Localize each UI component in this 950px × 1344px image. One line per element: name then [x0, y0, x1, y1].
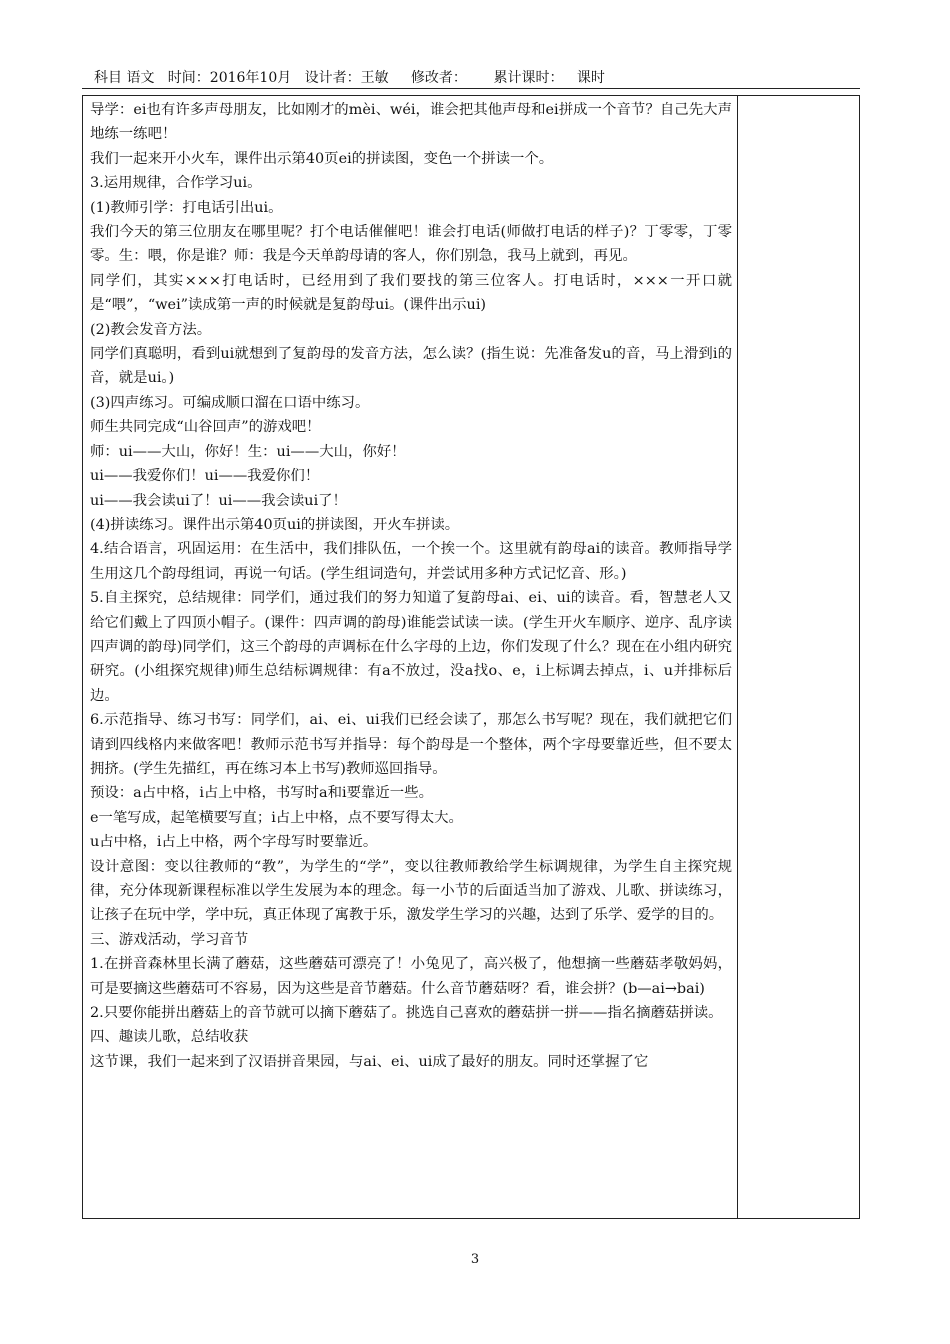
paragraph: 4.结合语言，巩固运用：在生活中，我们排队伍，一个挨一个。这里就有韵母ai的读音。教师指导学生用这几个韵母组词，再说一句话。(学生组词造句，并尝试用多种方式记忆音、形。) [90, 541, 732, 582]
paragraph: ui——我会读ui了！ui——我会读ui了！ [90, 492, 347, 509]
lesson-content-cell [90, 98, 732, 1216]
paragraph: e一笔写成，起笔横要写直；i占上中格，点不要写得太大。 [90, 809, 463, 826]
header-rule [82, 88, 860, 89]
paragraph: (3)四声练习。可编成顺口溜在口语中练习。 [90, 394, 370, 411]
paragraph: 同学们真聪明，看到ui就想到了复韵母的发音方法，怎么读？(指生说：先准备发u的音，马上滑到i的音，就是ui。) [90, 346, 732, 387]
paragraph: 6.示范指导、练习书写：同学们，ai、ei、ui我们已经会读了，那怎么书写呢？现在，我们就把它们请到四线格内来做客吧！教师示范书写并指导：每个韵母是一个整体，两个字母要靠近些，但不要太拥挤。(学生先描红，再在练习本上书写)教师巡回指导。 [90, 712, 732, 777]
paragraph: (1)教师引学：打电话引出ui。 [90, 199, 283, 216]
page-number: 3 [470, 1252, 480, 1267]
paragraph: 2.只要你能拼出蘑菇上的音节就可以摘下蘑菇了。挑选自己喜欢的蘑菇拼一拼——指名摘蘑菇拼读。 [90, 1005, 723, 1022]
paragraph: 1.在拼音森林里长满了蘑菇，这些蘑菇可漂亮了！小兔见了，高兴极了，他想摘一些蘑菇孝敬妈妈，可是要摘这些蘑菇可不容易，因为这些是音节蘑菇。什么音节蘑菇呀？看，谁会拼？(b—ai→bai) [90, 956, 732, 997]
paragraph: 3.运用规律，合作学习ui。 [90, 175, 262, 192]
paragraph: 这节课，我们一起来到了汉语拼音果园，与ai、ei、ui成了最好的朋友。同时还掌握了它 [90, 1053, 649, 1070]
paragraph: 5.自主探究，总结规律：同学们，通过我们的努力知道了复韵母ai、ei、ui的读音。看，智慧老人又给它们戴上了四顶小帽子。(课件：四声调的韵母)谁能尝试读一读。(学生开火车顺序、逆序、乱序读四声调的韵母)同学们，这三个韵母的声调标在什么字母的上边，你们发现了什么？现在在小组内研究研究。(小组探究规律)师生总结标调规律：有a不放过，没a找o、e，i上标调去掉点，i、u并排标后边。 [90, 590, 732, 704]
paragraph: (2)教会发音方法。 [90, 321, 212, 338]
paragraph: 我们一起来开小火车，课件出示第40页ei的拼读图，变色一个拼读一个。 [90, 150, 554, 167]
paragraph: 我们今天的第三位朋友在哪里呢？打个电话催催吧！谁会打电话(师做打电话的样子)？丁零零，丁零零。生：喂，你是谁？师：我是今天单韵母请的客人，你们别急，我马上就到，再见。 [90, 224, 732, 265]
paragraph: 导学：ei也有许多声母朋友，比如刚才的mèi、wéi，谁会把其他声母和ei拼成一个音节？自己先大声地练一练吧！ [90, 102, 732, 143]
paragraph: 师生共同完成“山谷回声”的游戏吧！ [90, 419, 321, 436]
paragraph: 同学们，其实×××打电话时，已经用到了我们要找的第三位客人。打电话时，×××一开口就是“喂”，“wei”读成第一声的时候就是复韵母ui。(课件出示ui) [90, 272, 732, 314]
paragraph: 预设：a占中格，i占上中格，书写时a和i要靠近一些。 [90, 785, 433, 802]
paragraph: ui——我爱你们！ui——我爱你们！ [90, 468, 320, 485]
paragraph: (4)拼读练习。课件出示第40页ui的拼读图，开火车拼读。 [90, 516, 460, 533]
page-header: 科目 语文 时间：2016年10月 设计者：王敏 修改者： 累计课时： 课时 [94, 70, 605, 86]
table-column-divider [737, 95, 738, 1219]
paragraph: 设计意图：变以往教师的“教”，为学生的“学”，变以往教师教给学生标调规律，为学生自主探究规律，充分体现新课程标准以学生发展为本的理念。每一小节的后面适当加了游戏、儿歌、拼读练习，让孩子在玩中学，学中玩，真正体现了寓教于乐，激发学生学习的兴趣，达到了乐学、爱学的目的。 [90, 858, 732, 924]
section-heading: 三、游戏活动，学习音节 [90, 931, 249, 948]
section-heading: 四、趣读儿歌，总结收获 [90, 1029, 249, 1046]
paragraph: u占中格，i占上中格，两个字母写时要靠近。 [90, 834, 378, 851]
paragraph: 师：ui——大山，你好！生：ui——大山，你好！ [90, 443, 406, 460]
